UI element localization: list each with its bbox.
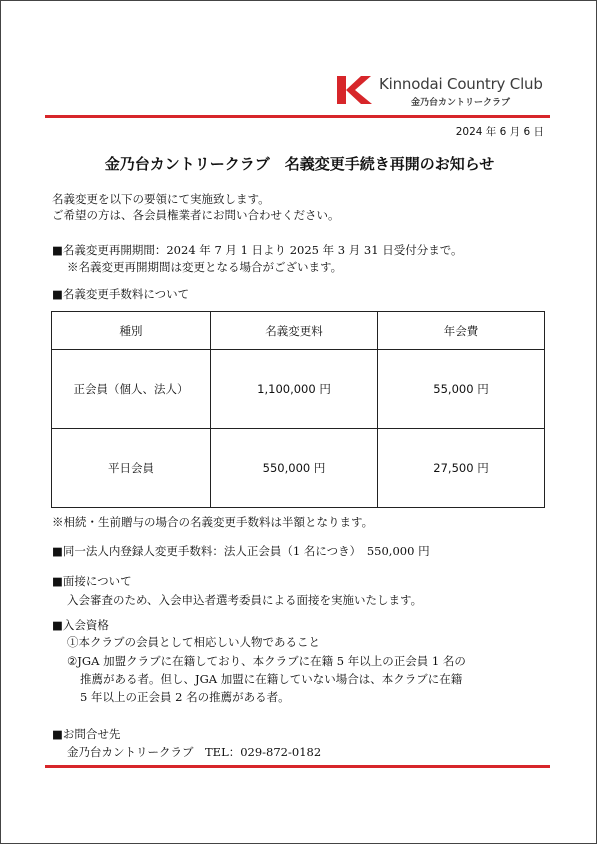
fees-heading: ■名義変更手数料について (52, 287, 190, 301)
table-header-row (52, 312, 545, 350)
period-note: ※名義変更再開期間は変更となる場合がございます。 (67, 260, 343, 274)
page-title: 金乃台カントリークラブ 名義変更手続き再開のお知らせ (104, 155, 495, 173)
inheritance-note: ※相続・生前贈与の場合の名義変更手数料は半額となります。 (52, 515, 374, 529)
eligibility-item-2-cont: 推薦がある者。但し、JGA 加盟に在籍していない場合は、本クラブに在籍 (80, 672, 463, 686)
cell-type: 正会員（個人、法人） (52, 350, 211, 429)
intro-line-1: 名義変更を以下の要領にて実施致します。 (52, 192, 270, 206)
table-row (52, 350, 545, 429)
eligibility-item-2-cont2: 5 年以上の正会員 2 名の推薦がある者。 (80, 690, 290, 704)
eligibility-item-2: ②JGA 加盟クラブに在籍しており、本クラブに在籍 5 年以上の正会員 1 名の (67, 654, 466, 668)
eligibility-heading: ■入会資格 (52, 618, 109, 632)
contact-text: 金乃台カントリークラブ TEL：029-872-0182 (67, 745, 322, 759)
same-corp-fee: ■同一法人内登録人変更手数料：法人正会員（1 名につき） 550,000 円 (52, 544, 430, 558)
interview-text: 入会審査のため、入会申込者選考委員による面接を実施いたします。 (67, 593, 423, 607)
contact-heading: ■お問合せ先 (52, 727, 121, 741)
cell-transfer-fee: 1,100,000 円 (211, 350, 378, 429)
period-line: ■名義変更再開期間：2024 年 7 月 1 日より 2025 年 3 月 31 日受付分まで。 (52, 243, 463, 257)
bottom-divider (45, 765, 550, 768)
logo-name: Kinnodai Country Club (379, 75, 543, 93)
k-logo-icon (337, 75, 373, 105)
fee-table (51, 311, 545, 508)
top-divider (45, 115, 550, 118)
issue-date: 2024 年 6 月 6 日 (455, 126, 544, 138)
header-annual-fee: 年会費 (378, 312, 545, 350)
eligibility-item-1: ①本クラブの会員として相応しい人物であること (67, 635, 320, 649)
table-row (52, 429, 545, 508)
logo-sub: 金乃台カントリークラブ (411, 98, 511, 108)
interview-heading: ■面接について (52, 574, 132, 588)
cell-transfer-fee: 550,000 円 (211, 429, 378, 508)
cell-type: 平日会員 (52, 429, 211, 508)
cell-annual-fee: 27,500 円 (378, 429, 545, 508)
club-logo (337, 75, 557, 109)
cell-annual-fee: 55,000 円 (378, 350, 545, 429)
header-type: 種別 (52, 312, 211, 350)
header-transfer-fee: 名義変更料 (211, 312, 378, 350)
intro-line-2: ご希望の方は、各会員権業者にお問い合わせください。 (52, 208, 340, 222)
